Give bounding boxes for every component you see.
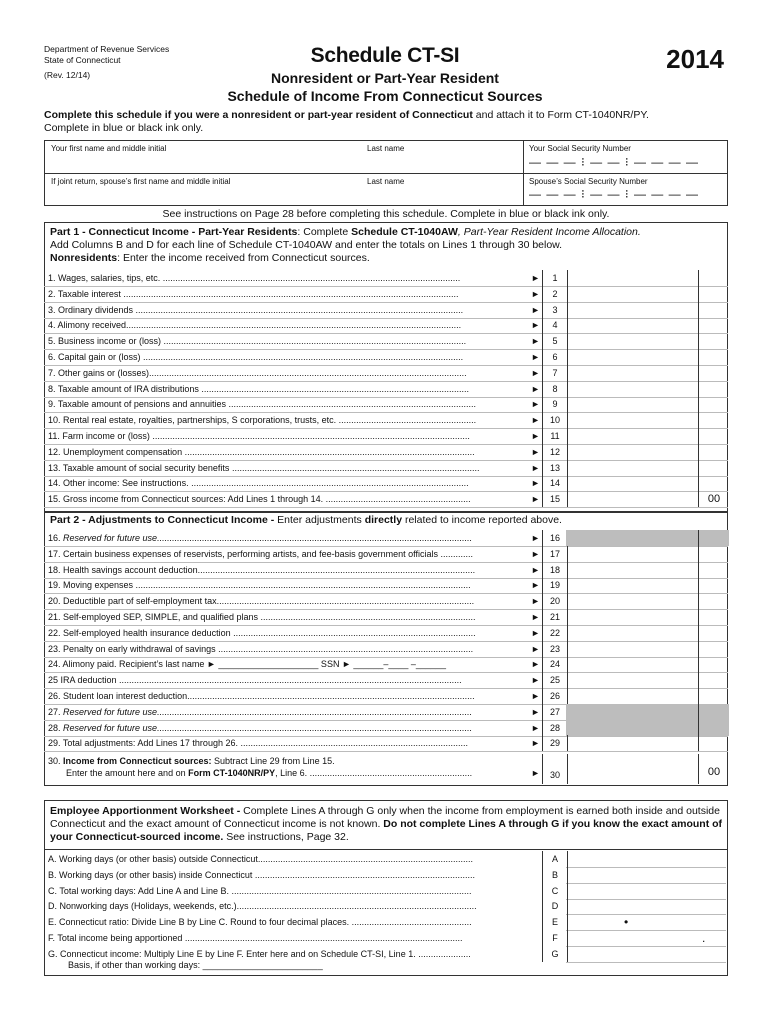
form-line-2 — [44, 286, 728, 303]
line-description: 8. Taxable amount of IRA distributions ........................................................................................................... — [48, 383, 469, 394]
line-description — [48, 530, 528, 546]
line-number: 8 — [542, 381, 568, 397]
form-line-11 — [44, 428, 728, 445]
arrow-icon: ► — [531, 768, 540, 778]
form-line-7 — [44, 365, 728, 382]
line-cents — [698, 688, 729, 704]
part1-heading-rest: : Complete — [297, 226, 352, 238]
form-line-16 — [44, 530, 728, 547]
arrow-icon: ► — [531, 273, 540, 283]
line-amount-field[interactable] — [566, 562, 698, 578]
last-name-field[interactable] — [365, 155, 515, 171]
arrow-icon: ► — [531, 659, 540, 670]
arrow-icon: ► — [531, 548, 540, 559]
line-cents — [698, 444, 729, 460]
part1-heading — [50, 226, 722, 265]
line-cents — [698, 530, 729, 546]
line-prefix: 28. — [48, 722, 64, 733]
line-description: 19. Moving expenses ...................................................................................................................................... — [48, 580, 471, 591]
line-amount-field[interactable] — [566, 444, 698, 460]
arrow-icon: ► — [531, 352, 540, 362]
form-line-3 — [44, 302, 728, 319]
arrow-icon: ► — [531, 320, 540, 331]
first-name-label: Your first name and middle initial — [51, 144, 167, 153]
decimal-point: . — [702, 931, 706, 945]
line-description: 10. Rental real estate, royalties, partnerships, S corporations, trusts, etc. ....................................................... — [48, 415, 477, 426]
line-30-number: 30 — [542, 754, 568, 784]
line-amount-field[interactable] — [566, 317, 698, 333]
spouse-last-name-label: Last name — [367, 177, 405, 186]
intro-line2: Complete in blue or black ink only. — [44, 122, 204, 134]
line-number: 23 — [542, 641, 568, 657]
form-line-22 — [44, 625, 728, 642]
line-number: 5 — [542, 333, 568, 349]
form-line-13 — [44, 460, 728, 477]
line-prefix: 16. — [48, 533, 64, 543]
line-description: 3. Ordinary dividends ................................................................................................................................... — [48, 304, 464, 315]
worksheet-line-description: B. Working days (or other basis) inside Connecticut ........................................................................................ — [48, 869, 475, 880]
line-number: 13 — [542, 460, 568, 476]
line-30-prefix: 30. — [48, 756, 64, 766]
form-line-8 — [44, 381, 728, 398]
line-number: 21 — [542, 609, 568, 625]
line-number: 24 — [542, 656, 568, 672]
arrow-icon: ► — [531, 367, 540, 378]
ssn-field[interactable]: — — — ⁝ — — ⁝ — — — — — [529, 155, 699, 169]
line-cents: 00 — [698, 491, 729, 507]
line-description: 6. Capital gain or (loss) ................................................................................................................................ — [48, 352, 464, 362]
arrow-icon: ► — [531, 383, 540, 394]
form-line-27 — [44, 704, 728, 721]
line-description: 5. Business income or (loss) ......................................................................................................................... — [48, 336, 467, 347]
arrow-icon: ► — [531, 627, 540, 638]
arrow-icon: ► — [531, 580, 540, 591]
taxpayer-info-box — [44, 140, 728, 206]
line-number: 25 — [542, 672, 568, 688]
line-number: 19 — [542, 577, 568, 593]
worksheet-line-description: F. Total income being apportioned ............................................................................................................... — [48, 933, 463, 943]
form-line-14 — [44, 475, 728, 492]
line-description: 13. Taxable amount of social security benefits ................................................................................................... — [48, 462, 480, 473]
line-cents — [698, 672, 729, 688]
line-30-bold: Income from Connecticut sources: — [63, 756, 212, 766]
line-description — [48, 720, 528, 736]
form-line-1 — [44, 270, 728, 287]
form-line-6 — [44, 349, 728, 366]
line-cents — [698, 286, 729, 302]
last-name-label: Last name — [367, 144, 405, 153]
line-amount-field[interactable] — [566, 365, 698, 381]
worksheet-line-letter: C — [542, 883, 568, 899]
line-number: 12 — [542, 444, 568, 460]
line-30-rest: Subtract Line 29 from Line 15. — [211, 756, 335, 766]
line-text: Reserved for future use.............................................................................................................................. — [63, 533, 473, 543]
line-text: Reserved for future use.............................................................................................................................. — [63, 722, 473, 733]
line-30-cents: 00 — [698, 754, 729, 784]
worksheet-line-description: A. Working days (or other basis) outside Connecticut...................................................................................... — [48, 854, 473, 864]
dept-name: Department of Revenue Services — [44, 44, 170, 54]
line-description: 25 IRA deduction ......................................................................................................................................... — [48, 675, 462, 686]
arrow-icon: ► — [531, 533, 540, 543]
line-cents — [698, 396, 729, 412]
line-cents — [698, 720, 729, 736]
worksheet-line-letter: G — [542, 946, 568, 962]
line-description — [48, 704, 528, 720]
arrow-icon: ► — [531, 738, 540, 749]
arrow-icon: ► — [531, 288, 540, 299]
part2-heading — [50, 514, 562, 526]
worksheet-heading-bold2: Do not complete Lines A through G if you know the exact amount of your Connecticut-sourced income. — [50, 818, 723, 843]
line-cents — [698, 317, 729, 333]
line-cents — [698, 562, 729, 578]
line-number: 29 — [542, 735, 568, 751]
line-cents — [698, 270, 729, 286]
line-number: 11 — [542, 428, 568, 444]
worksheet-line-letter: F — [542, 930, 568, 946]
worksheet-amount-field[interactable] — [566, 883, 726, 900]
line-amount-field[interactable] — [566, 460, 698, 476]
part1-nonres-rest: : Enter the income received from Connecticut sources. — [117, 252, 370, 264]
line-cents — [698, 625, 729, 641]
worksheet-line-E — [44, 914, 728, 930]
line-description: 9. Taxable amount of pensions and annuities ................................................................................................... — [48, 399, 477, 410]
line-description: 22. Self-employed health insurance deduction ................................................................................................. — [48, 627, 476, 638]
arrow-icon: ► — [531, 431, 540, 441]
line-cents — [698, 735, 729, 751]
form-subtitle-1: Nonresident or Part-Year Resident — [271, 70, 499, 86]
arrow-icon: ► — [531, 612, 540, 622]
line-amount-field[interactable] — [566, 688, 698, 704]
form-line-17 — [44, 546, 728, 563]
line-description: 14. Other income: See instructions. ............................................................................................................... — [48, 478, 469, 489]
revision: (Rev. 12/14) — [44, 70, 91, 80]
line-number: 27 — [542, 704, 568, 720]
line-number: 7 — [542, 365, 568, 381]
line-amount-field[interactable] — [566, 593, 698, 609]
form-line-29 — [44, 735, 728, 752]
line-amount-field[interactable] — [566, 349, 698, 365]
line-cents — [698, 641, 729, 657]
spouse-name-label: If joint return, spouse’s first name and middle initial — [51, 177, 231, 186]
part1-title: Part 1 - Connecticut Income - Part-Year Residents — [50, 226, 298, 238]
line-number: 6 — [542, 349, 568, 365]
worksheet-line-letter: D — [542, 898, 568, 914]
line-cents — [698, 704, 729, 720]
line-amount-field[interactable] — [566, 428, 698, 444]
line-description: 26. Student loan interest deduction................................................................................................................... — [48, 691, 475, 701]
spouse-last-name-field[interactable] — [365, 187, 515, 203]
arrow-icon: ► — [531, 415, 540, 426]
worksheet-line-F — [44, 930, 728, 946]
arrow-icon: ► — [531, 304, 540, 315]
form-line-5 — [44, 333, 728, 350]
part1-schedule: Schedule CT-1040AW — [351, 226, 458, 238]
arrow-icon: ► — [531, 478, 540, 489]
arrow-icon: ► — [531, 706, 540, 717]
line-number: 2 — [542, 286, 568, 302]
line-30-form: Form CT-1040NR/PY — [188, 768, 276, 778]
line-amount-field[interactable] — [566, 546, 698, 562]
line-amount-field — [566, 720, 698, 736]
worksheet-line-letter: A — [542, 851, 568, 867]
line-amount-field[interactable] — [566, 577, 698, 593]
form-line-10 — [44, 412, 728, 429]
worksheet-amount-field[interactable] — [566, 898, 726, 915]
form-line-28 — [44, 720, 728, 737]
form-line-23 — [44, 641, 728, 658]
spouse-ssn-label: Spouse’s Social Security Number — [529, 177, 648, 186]
worksheet-amount-field[interactable] — [566, 914, 726, 931]
decimal-point: • — [624, 915, 629, 930]
form-line-4 — [44, 317, 728, 334]
worksheet-line-B — [44, 867, 728, 883]
line-description: 17. Certain business expenses of reservists, performing artists, and fee-basis government officials ............. — [48, 548, 474, 559]
worksheet-heading-rest: Complete Lines A through G only when the income from employment is earned both inside and outside Connecticut and the exact amount of Connecticut income is not known. — [50, 805, 720, 830]
part2-heading-end: related to income reported above. — [402, 514, 562, 526]
line-description: 2. Taxable interest ...................................................................................................................................... — [48, 288, 459, 299]
worksheet-title: Employee Apportionment Worksheet - — [50, 805, 241, 817]
part2-title: Part 2 - Adjustments to Connecticut Income - — [50, 514, 275, 526]
worksheet-g-basis: Basis, if other than working days: ________________________ — [68, 960, 323, 970]
line-amount-field[interactable] — [566, 333, 698, 349]
line-description: 18. Health savings account deduction............................................................................................................... — [48, 564, 476, 575]
spouse-name-field[interactable] — [49, 187, 359, 203]
form-line-12 — [44, 444, 728, 461]
instruction-note: See instructions on Page 28 before completing this schedule. Complete in blue or black ink only. — [162, 208, 610, 220]
line-30-amount[interactable] — [566, 754, 698, 784]
line-prefix: 27. — [48, 706, 64, 717]
arrow-icon: ► — [531, 596, 540, 607]
line-cents — [698, 302, 729, 318]
worksheet-heading-end: See instructions, Page 32. — [223, 831, 349, 843]
arrow-icon: ► — [531, 643, 540, 654]
line-number: 15 — [542, 491, 568, 507]
line-cents — [698, 593, 729, 609]
line-30 — [44, 754, 728, 784]
worksheet-amount-field[interactable] — [566, 930, 726, 947]
line-description: 1. Wages, salaries, tips, etc. ....................................................................................................................... — [48, 273, 461, 283]
line-amount-field[interactable] — [566, 625, 698, 641]
line-amount-field[interactable] — [566, 475, 698, 491]
line-amount-field[interactable] — [566, 270, 698, 286]
worksheet-line-letter: E — [542, 914, 568, 930]
worksheet-line-A — [44, 851, 728, 867]
intro-rest: and attach it to Form CT-1040NR/PY. — [472, 109, 649, 121]
arrow-icon: ► — [531, 399, 540, 410]
line-amount-field[interactable] — [566, 396, 698, 412]
line-cents — [698, 333, 729, 349]
part1-nonres: Nonresidents — [50, 252, 118, 264]
line-amount-field[interactable] — [566, 735, 698, 751]
line-description: 23. Penalty on early withdrawal of savings ...................................................................................................... — [48, 643, 474, 654]
line-number: 26 — [542, 688, 568, 704]
line-number: 1 — [542, 270, 568, 286]
line-cents — [698, 428, 729, 444]
worksheet-line-letter: B — [542, 867, 568, 883]
line-number: 3 — [542, 302, 568, 318]
form-line-21 — [44, 609, 728, 626]
line-cents — [698, 656, 729, 672]
form-line-15 — [44, 491, 728, 508]
line-number: 22 — [542, 625, 568, 641]
line-amount-field[interactable] — [566, 381, 698, 397]
worksheet-line-description: G. Connecticut income: Multiply Line E by Line F. Enter here and on Schedule CT-SI, Line 1. ..................... — [48, 948, 471, 959]
line-number: 28 — [542, 720, 568, 736]
line-30-b: Enter the amount here and on — [66, 768, 189, 778]
line-amount-field[interactable] — [566, 672, 698, 688]
line-number: 4 — [542, 317, 568, 333]
line-cents — [698, 381, 729, 397]
state-name: State of Connecticut — [44, 55, 121, 65]
line-cents — [698, 609, 729, 625]
line-description: 20. Deductible part of self-employment tax....................................................................................................... — [48, 596, 475, 607]
line-description: 7. Other gains or (losses)............................................................................................................................... — [48, 367, 467, 378]
arrow-icon: ► — [531, 462, 540, 473]
line-amount-field[interactable] — [566, 302, 698, 318]
form-line-20 — [44, 593, 728, 610]
line-30-text — [48, 755, 538, 779]
line-amount-field[interactable] — [566, 491, 698, 507]
line-amount-field[interactable] — [566, 641, 698, 657]
worksheet-amount-field[interactable] — [566, 851, 726, 868]
arrow-icon: ► — [531, 336, 540, 347]
form-line-25 — [44, 672, 728, 689]
form-line-26 — [44, 688, 728, 705]
line-number: 16 — [542, 530, 568, 546]
form-line-9 — [44, 396, 728, 413]
line-cents — [698, 412, 729, 428]
first-name-field[interactable] — [49, 155, 359, 171]
line-description: 15. Gross income from Connecticut sources: Add Lines 1 through 14. .......................................................... — [48, 494, 471, 505]
line-cents — [698, 460, 729, 476]
line-amount-field — [566, 530, 698, 546]
line-description: 11. Farm income or (loss) ............................................................................................................................... — [48, 431, 470, 441]
line-description: 21. Self-employed SEP, SIMPLE, and qualified plans ...................................................................................... — [48, 612, 476, 622]
worksheet-line-description: D. Nonworking days (Holidays, weekends, etc.)................................................................................................ — [48, 901, 477, 912]
line-amount-field[interactable] — [566, 412, 698, 428]
line-amount-field[interactable] — [566, 609, 698, 625]
line-text: Reserved for future use.............................................................................................................................. — [63, 706, 473, 717]
form-title: Schedule CT-SI — [310, 44, 460, 67]
spouse-ssn-field[interactable]: — — — ⁝ — — ⁝ — — — — — [529, 187, 699, 201]
intro-bold: Complete this schedule if you were a nonresident or part-year resident of Connecticut — [44, 109, 473, 121]
line-number: 17 — [542, 546, 568, 562]
line-description: 29. Total adjustments: Add Lines 17 through 26. ........................................................................................... — [48, 738, 469, 749]
line-amount-field[interactable] — [566, 286, 698, 302]
worksheet-heading — [50, 805, 722, 844]
line-cents — [698, 546, 729, 562]
line-cents — [698, 365, 729, 381]
line-number: 10 — [542, 412, 568, 428]
arrow-icon: ► — [531, 691, 540, 701]
part1-line2: Add Columns B and D for each line of Schedule CT-1040AW and enter the totals on Lines 1 through 30 below. — [50, 239, 563, 251]
line-cents — [698, 349, 729, 365]
line-30-b-rest: , Line 6. ................................................................. — [275, 768, 473, 778]
form-line-24 — [44, 656, 728, 673]
line-number: 14 — [542, 475, 568, 491]
part2-directly: directly — [364, 514, 403, 526]
line-description: 12. Unemployment compensation .................................................................................................................... — [48, 446, 475, 457]
line-cents — [698, 577, 729, 593]
worksheet-line-description: E. Connecticut ratio: Divide Line B by Line C. Round to four decimal places. ................................................ — [48, 917, 472, 928]
line-number: 9 — [542, 396, 568, 412]
intro-text — [44, 109, 734, 135]
line-number: 20 — [542, 593, 568, 609]
worksheet-line-D — [44, 898, 728, 914]
worksheet-line-C — [44, 883, 728, 899]
line-number: 18 — [542, 562, 568, 578]
form-line-18 — [44, 562, 728, 579]
worksheet-amount-field[interactable] — [566, 867, 726, 884]
worksheet-line-description: C. Total working days: Add Line A and Line B. ................................................................................................ — [48, 885, 472, 896]
line-description: 24. Alimony paid. Recipient’s last name ► ____________________ SSN ► ______–____ –______ — [48, 659, 446, 670]
worksheet-amount-field[interactable] — [566, 946, 726, 963]
form-subtitle-2: Schedule of Income From Connecticut Sources — [227, 88, 543, 104]
arrow-icon: ► — [531, 446, 540, 457]
arrow-icon: ► — [531, 494, 540, 505]
arrow-icon: ► — [531, 722, 540, 733]
arrow-icon: ► — [531, 564, 540, 575]
line-description: 4. Alimony received...................................................................................................................................... — [48, 320, 462, 331]
form-line-19 — [44, 577, 728, 594]
tax-year: 2014 — [666, 44, 724, 74]
arrow-icon: ► — [531, 675, 540, 686]
ssn-label: Your Social Security Number — [529, 144, 631, 153]
line-cents — [698, 475, 729, 491]
part2-heading-rest: Enter adjustments — [274, 514, 365, 526]
line-amount-field — [566, 704, 698, 720]
part1-schedule-title: , Part-Year Resident Income Allocation. — [457, 226, 641, 238]
line-amount-field[interactable] — [566, 656, 698, 672]
